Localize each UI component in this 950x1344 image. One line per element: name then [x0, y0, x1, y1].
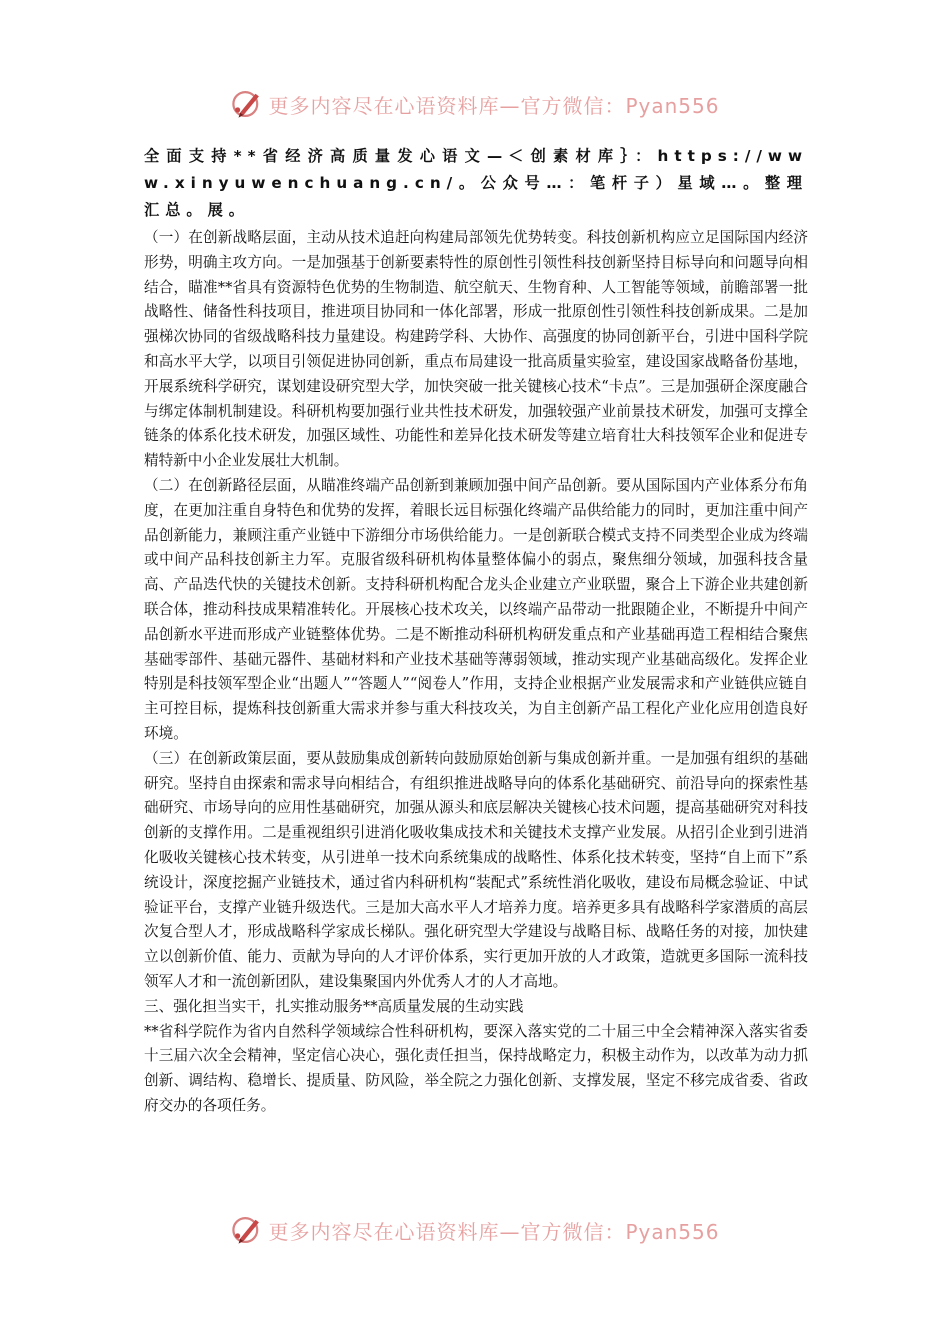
pen-circle-icon	[230, 87, 264, 121]
document-body	[144, 143, 808, 1119]
paragraph: （二）在创新路径层面，从瞄准终端产品创新到兼顾加强中间产品创新。要从国际国内产业体系分布角度，在更加注重自身特色和优势的发挥，着眼长远目标强化终端产品供给能力的同时，更加注重中间产品创新能力，兼顾注重产业链中下游细分市场供给能力。一是创新联合模式支持不同类型企业成为终端或中间产品科技创新主力军。克服省级科研机构体量整体偏小的弱点，聚焦细分领域，加强科技含量高、产品迭代快的关键技术创新。支持科研机构配合龙头企业建立产业联盟，聚合上下游企业共建创新联合体，推动科技成果精准转化。开展核心技术攻关，以终端产品带动一批跟随企业，不断提升中间产品创新水平进而形成产业链整体优势。二是不断推动科研机构研发重点和产业基础再造工程相结合聚焦基础零部件、基础元器件、基础材料和产业技术基础等薄弱领域，推动实现产业基础高级化。发挥企业特别是科技领军型企业“出题人”“答题人”“阅卷人”作用，支持企业根据产业发展需求和产业链供应链自主可控目标，提炼科技创新重大需求并参与重大科技攻关，为自主创新产品工程化产业化应用创造良好环境。	[144, 476, 808, 742]
watermark-footer	[0, 1210, 950, 1250]
watermark-text: 更多内容尽在心语资料库—官方微信：Pyan556	[268, 1219, 720, 1244]
watermark-header	[0, 84, 950, 124]
watermark-text: 更多内容尽在心语资料库—官方微信：Pyan556	[268, 93, 720, 118]
document-heading: 全面支持**省经济高质量发心语文—＜创素材库｝：https://www.xinyuwenchuang.cn/。公众号…：笔杆子）星域…。整理汇总。展。	[144, 147, 808, 219]
pen-circle-icon	[230, 1213, 264, 1247]
paragraph: （一）在创新战略层面，主动从技术追赶向构建局部领先优势转变。科技创新机构应立足国际国内经济形势，明确主攻方向。一是加强基于创新要素特性的原创性引领性科技创新坚持目标导向和问题导向相结合，瞄准**省具有资源特色优势的生物制造、航空航天、生物育种、人工智能等领域，前瞻部署一批战略性、储备性科技项目，推进项目协同和一体化部署，形成一批原创性引领性科技创新成果。二是加强梯次协同的省级战略科技力量建设。构建跨学科、大协作、高强度的协同创新平台，引进中国科学院和高水平大学，以项目引领促进协同创新，重点布局建设一批高质量实验室，建设国家战略备份基地，开展系统科学研究，谋划建设研究型大学，加快突破一批关键核心技术“卡点”。三是加强研企深度融合与绑定体制机制建设。科研机构要加强行业共性技术研发，加强较强产业前景技术研发，加强可支撑全链条的体系化技术研发，加强区域性、功能性和差异化技术研发等建立培育壮大科技领军企业和促进专精特新中小企业发展壮大机制。	[144, 229, 808, 470]
section-heading: 三、强化担当实干，扎实推动服务**高质量发展的生动实践	[144, 997, 524, 1015]
paragraph: （三）在创新政策层面，要从鼓励集成创新转向鼓励原始创新与集成创新并重。一是加强有组织的基础研究。坚持自由探索和需求导向相结合，有组织推进战略导向的体系化基础研究、前沿导向的探索性基础研究、市场导向的应用性基础研究，加强从源头和底层解决关键核心技术问题，提高基础研究对科技创新的支撑作用。二是重视组织引进消化吸收集成技术和关键技术支撑产业发展。从招引企业到引进消化吸收关键核心技术转变，从引进单一技术向系统集成的战略性、体系化技术转变，坚持“自上而下”系统设计，深度挖掘产业链技术，通过省内科研机构“装配式”系统性消化吸收，建设布局概念验证、中试验证平台，支撑产业链升级迭代。三是加大高水平人才培养力度。培养更多具有战略科学家潜质的高层次复合型人才，形成战略科学家成长梯队。强化研究型大学建设与战略目标、战略任务的对接，加快建立以创新价值、能力、贡献为导向的人才评价体系，实行更加开放的人才政策，造就更多国际一流科技领军人才和一流创新团队，建设集聚国内外优秀人才的人才高地。	[144, 749, 808, 990]
paragraph: **省科学院作为省内自然科学领域综合性科研机构，要深入落实党的二十届三中全会精神深入落实省委十三届六次全会精神，坚定信心决心，强化责任担当，保持战略定力，积极主动作为，以改革为动力抓创新、调结构、稳增长、提质量、防风险，举全院之力强化创新、支撑发展，坚定不移完成省委、省政府交办的各项任务。	[144, 1022, 808, 1114]
